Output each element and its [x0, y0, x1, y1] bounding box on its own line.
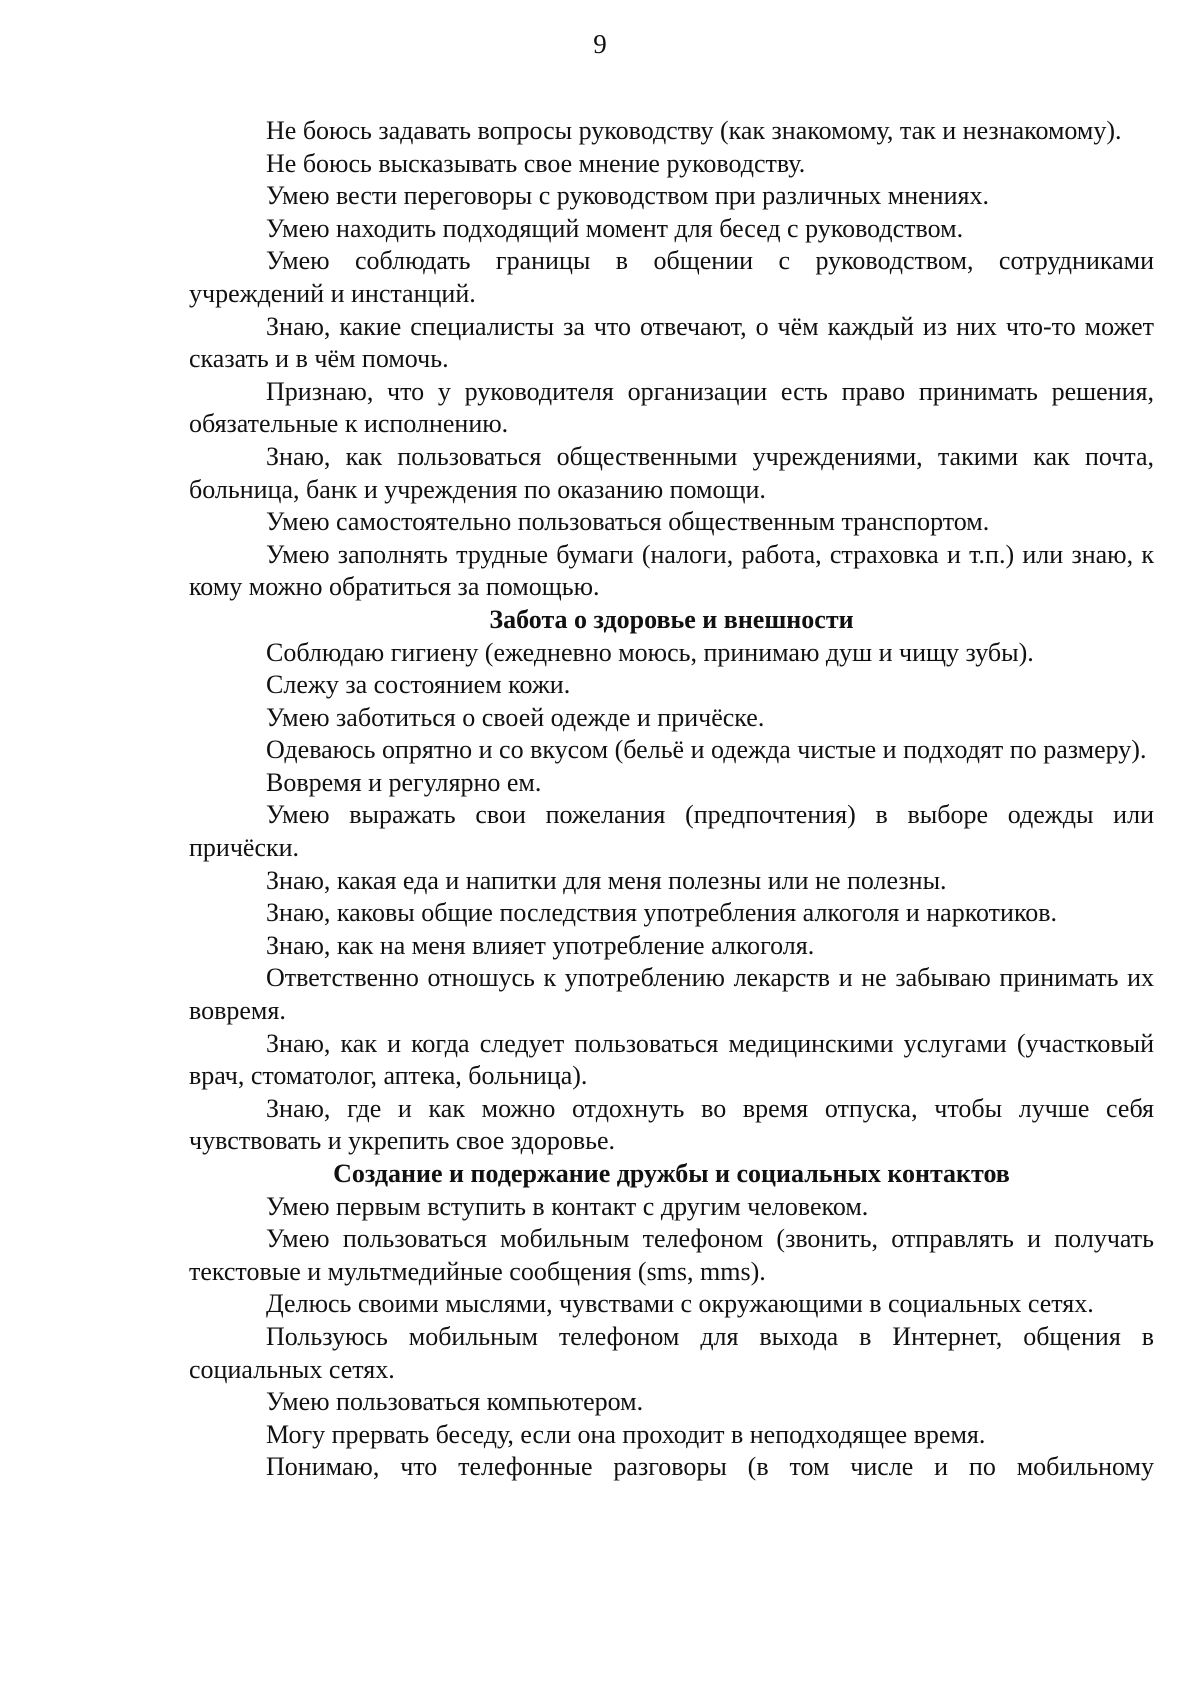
paragraph: Соблюдаю гигиену (ежедневно моюсь, принимаю душ и чищу зубы).: [266, 637, 1034, 667]
paragraph: Умею пользоваться мобильным телефоном (звонить, отправлять и получать текстовые и мультмедийные сообщения (sms, mms).: [189, 1224, 1154, 1286]
paragraph: Делюсь своими мыслями, чувствами с окружающими в социальных сетях.: [266, 1289, 1094, 1319]
document-body: [189, 115, 1154, 1484]
paragraph: Умею пользоваться компьютером.: [266, 1387, 644, 1417]
paragraph: Не боюсь высказывать свое мнение руководству.: [266, 148, 806, 178]
paragraph: Знаю, как на меня влияет употребление алкоголя.: [266, 930, 815, 960]
paragraph: Понимаю, что телефонные разговоры (в том числе и по мобильному: [266, 1452, 1154, 1482]
paragraph: Одеваюсь опрятно и со вкусом (бельё и одежда чистые и подходят по размеру).: [266, 735, 1147, 765]
paragraph: Знаю, какая еда и напитки для меня полезны или не полезны.: [266, 865, 947, 895]
paragraph: Умею вести переговоры с руководством при различных мнениях.: [266, 181, 989, 211]
paragraph: Могу прервать беседу, если она проходит в неподходящее время.: [266, 1419, 986, 1449]
section-heading: Забота о здоровье и внешности: [489, 604, 854, 634]
paragraph: Знаю, какие специалисты за что отвечают, о чём каждый из них что-то может сказать и в чём помочь.: [189, 311, 1154, 374]
paragraph: Знаю, каковы общие последствия употребления алкоголя и наркотиков.: [266, 898, 1058, 928]
paragraph: Знаю, где и как можно отдохнуть во время отпуска, чтобы лучше себя чувствовать и укрепить свое здоровье.: [189, 1093, 1154, 1156]
paragraph: Признаю, что у руководителя организации есть право принимать решения, обязательные к исполнению.: [189, 376, 1154, 439]
section-heading: Создание и подержание дружбы и социальных контактов: [333, 1159, 1010, 1188]
paragraph: Умею заботиться о своей одежде и причёске.: [266, 702, 765, 732]
paragraph: Умею выражать свои пожелания (предпочтения) в выборе одежды или причёски.: [189, 800, 1154, 863]
paragraph: Знаю, как пользоваться общественными учреждениями, такими как почта, больница, банк и учреждения по оказанию помощи.: [189, 441, 1154, 504]
page-number: 9: [593, 29, 607, 59]
paragraph: Ответственно отношусь к употреблению лекарств и не забываю принимать их вовремя.: [189, 963, 1154, 1026]
paragraph: Умею самостоятельно пользоваться общественным транспортом.: [266, 507, 990, 537]
paragraph: Умею заполнять трудные бумаги (налоги, работа, страховка и т.п.) или знаю, к кому можно обратиться за помощью.: [189, 539, 1154, 602]
paragraph: Вовремя и регулярно ем.: [266, 767, 542, 797]
paragraph: Пользуюсь мобильным телефоном для выхода в Интернет, общения в социальных сетях.: [189, 1321, 1154, 1384]
paragraph: Умею находить подходящий момент для бесед с руководством.: [266, 213, 964, 243]
paragraph: Знаю, как и когда следует пользоваться медицинскими услугами (участковый врач, стоматолог, аптека, больница).: [189, 1028, 1154, 1091]
paragraph: Слежу за состоянием кожи.: [266, 670, 571, 700]
paragraph: Не боюсь задавать вопросы руководству (как знакомому, так и незнакомому).: [266, 116, 1122, 145]
paragraph: Умею первым вступить в контакт с другим человеком.: [266, 1191, 869, 1221]
paragraph: Умею соблюдать границы в общении с руководством, сотрудниками учреждений и инстанций.: [189, 246, 1154, 308]
